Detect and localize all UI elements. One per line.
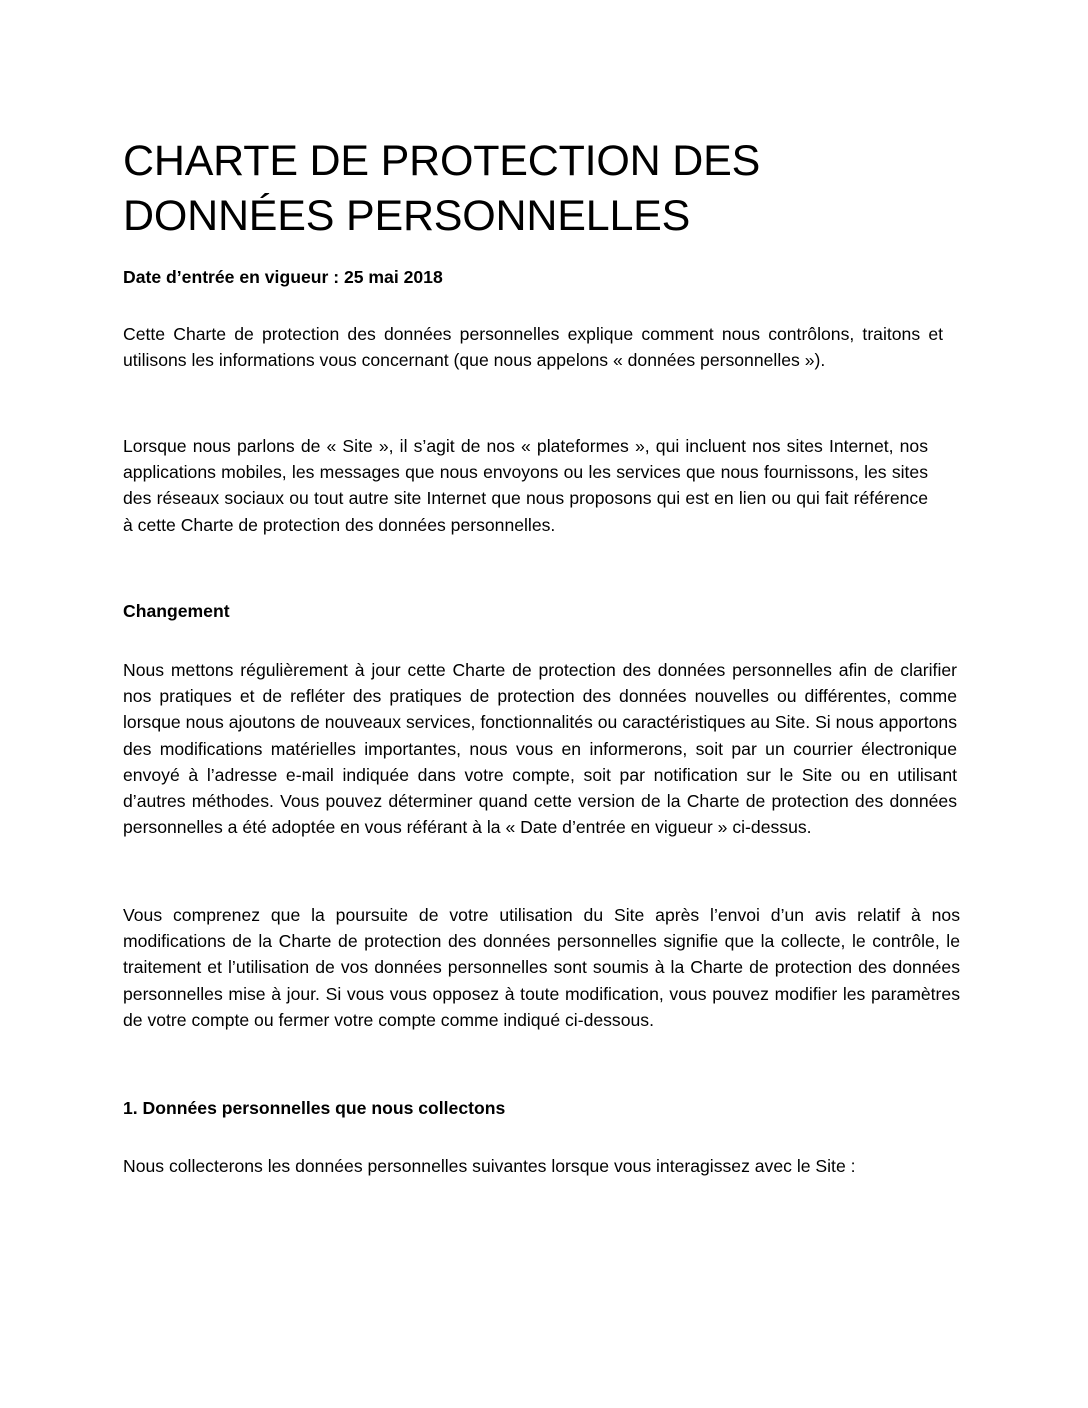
paragraph-site-definition: Lorsque nous parlons de « Site », il s’agit de nos « plateformes », qui incluent nos sites Internet, nos applications mobiles, les messages que nous envoyons ou les services que nous fournissons, les sites des réseaux sociaux ou tout autre site Internet que nous proposons qui est en lien ou qui fait référence à cette Charte de protection des données personnelles. [123, 436, 928, 535]
paragraph-data-collected: Nous collecterons les données personnelles suivantes lorsque vous interagissez avec le Site : [123, 1156, 856, 1176]
paragraph-change-updates: Nous mettons régulièrement à jour cette Charte de protection des données personnelles afin de clarifier nos pratiques et de refléter des pratiques de protection des données nouvelles ou différentes, comme lorsque nous ajoutons de nouveaux services, fonctionnalités ou caractéristiques au Site. Si nous apportons des modifications matérielles importantes, nous vous en informerons, soit par un courrier électronique envoyé à l’adresse e-mail indiquée dans votre compte, soit par notification sur le Site ou en utilisant d’autres méthodes. Vous pouvez déterminer quand cette version de la Charte de protection des données personnelles a été adoptée en vous référant à la « Date d’entrée en vigueur » ci-dessus. [123, 660, 957, 838]
paragraph-change-consent: Vous comprenez que la poursuite de votre utilisation du Site après l’envoi d’un avis relatif à nos modifications de la Charte de protection des données personnelles signifie que la collecte, le contrôle, le traitement et l’utilisation de vos données personnelles sont soumis à la Charte de protection des données personnelles mise à jour. Si vous vous opposez à toute modification, vous pouvez modifier les paramètres de votre compte ou fermer votre compte comme indiqué ci-dessous. [123, 905, 960, 1030]
section-heading-change: Changement [123, 601, 230, 621]
document-title: CHARTE DE PROTECTION DES DONNÉES PERSONNELLES [123, 137, 761, 240]
effective-date: Date d’entrée en vigueur : 25 mai 2018 [123, 267, 443, 287]
paragraph-intro: Cette Charte de protection des données personnelles explique comment nous contrôlons, traitons et utilisons les informations vous concernant (que nous appelons « données personnelles »). [123, 324, 943, 371]
section-heading-data-collected: 1. Données personnelles que nous collectons [123, 1098, 506, 1118]
